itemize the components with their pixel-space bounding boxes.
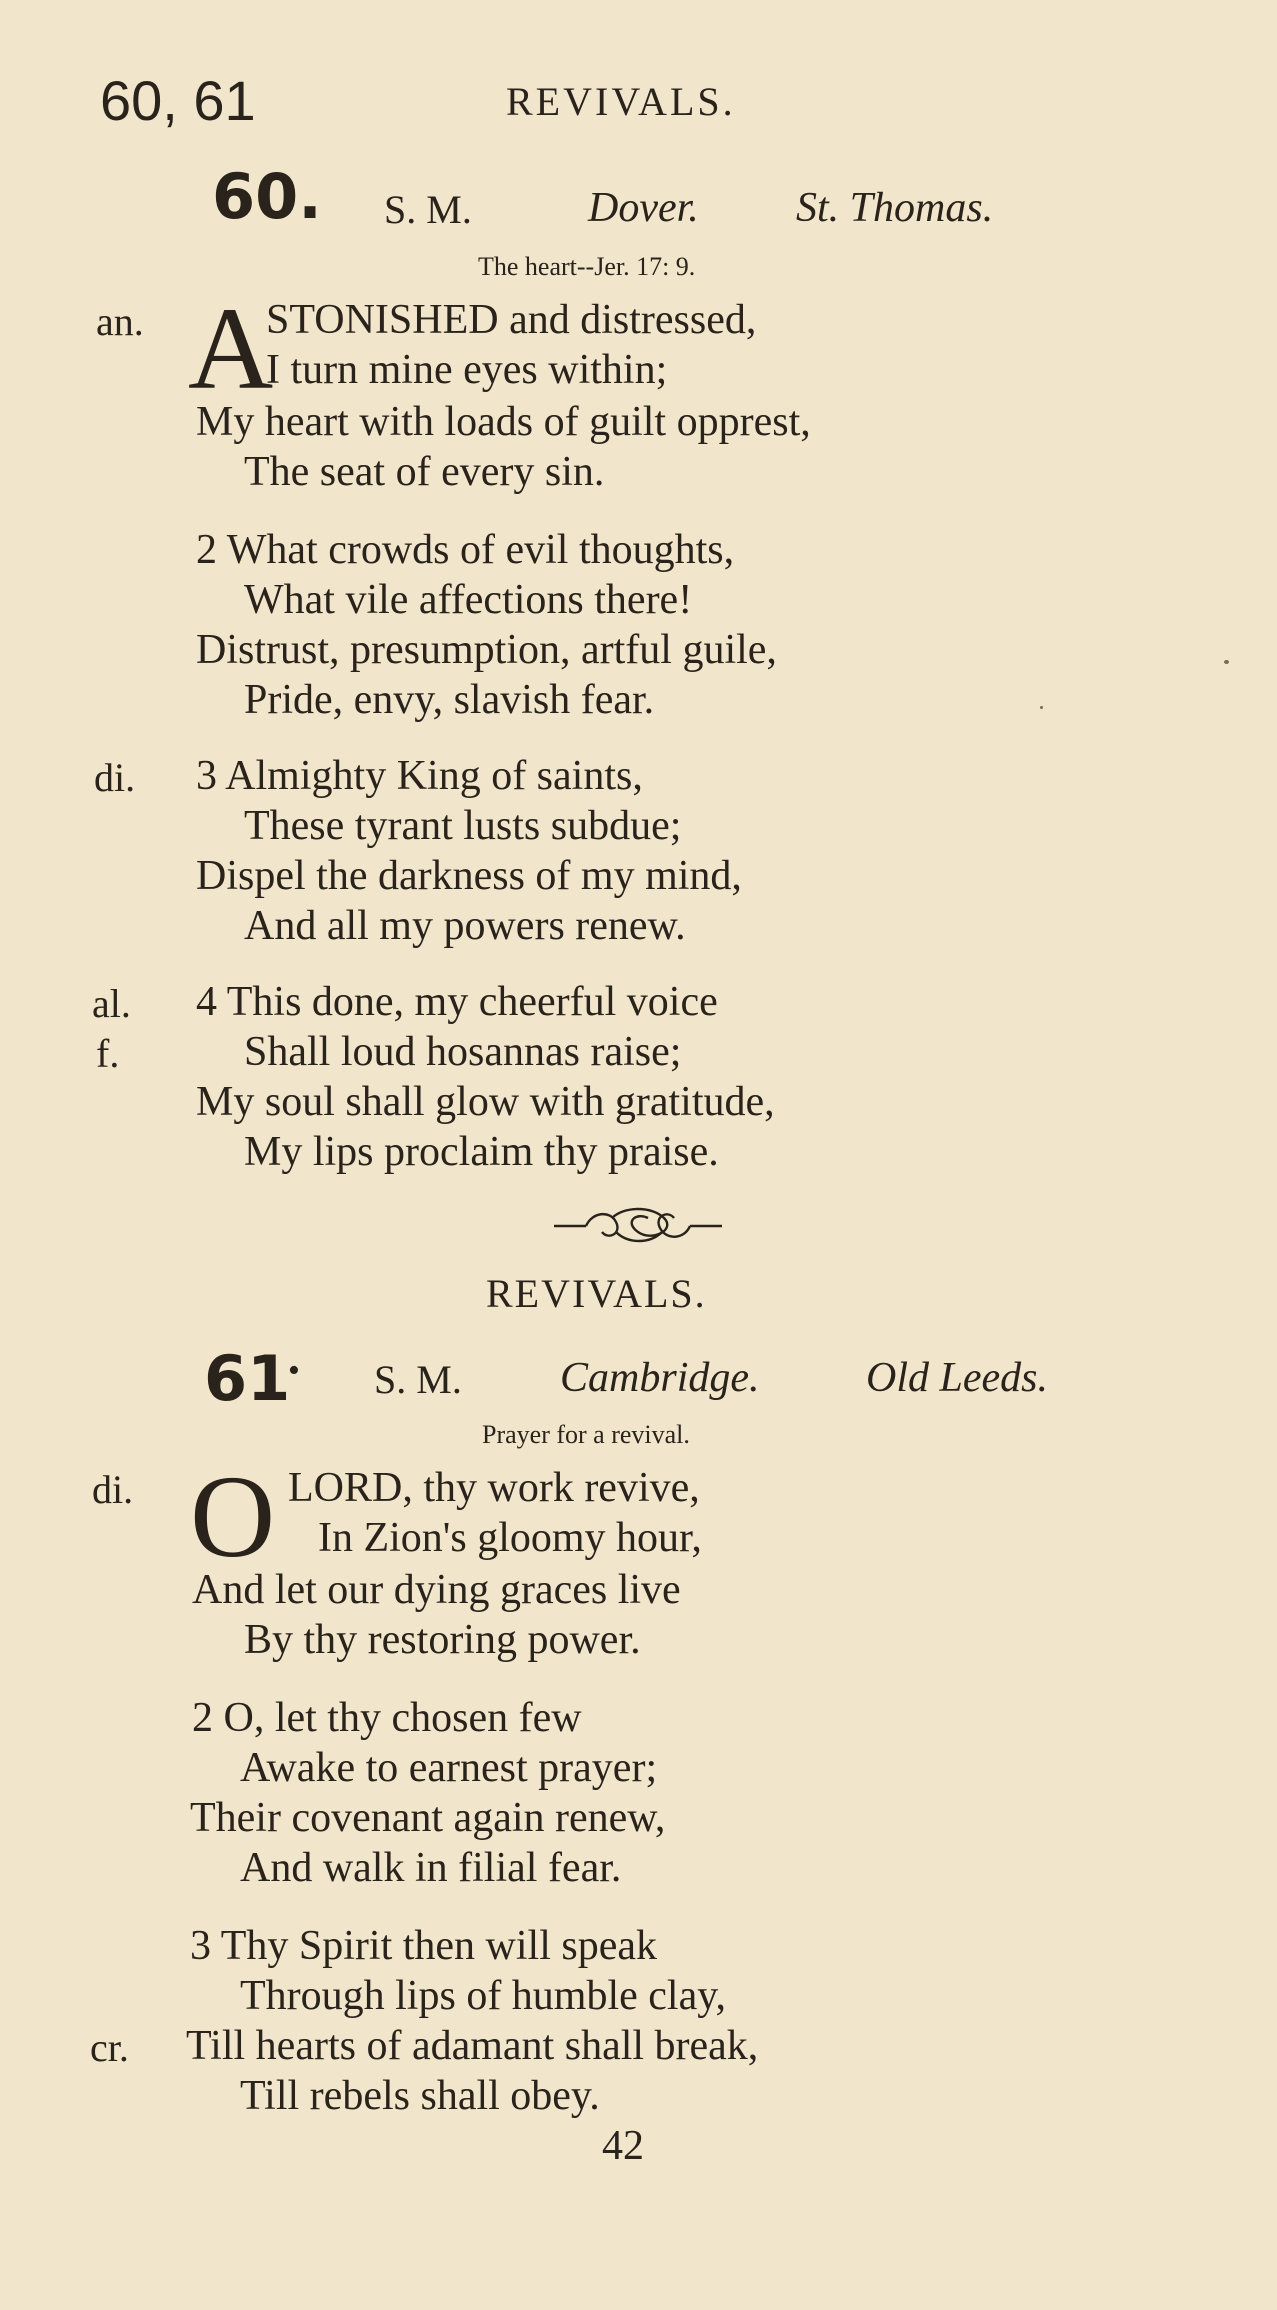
hymn-60-meter: S. M. <box>384 187 472 232</box>
expression-mark: an. <box>96 299 144 344</box>
expression-mark: di. <box>94 755 136 800</box>
paper-speck <box>1224 660 1229 664</box>
hymn-line: 3 Almighty King of saints, <box>196 753 643 799</box>
hymn-line: 2 What crowds of evil thoughts, <box>196 527 735 573</box>
hymn-line: My soul shall glow with gratitude, <box>196 1079 775 1125</box>
hymn-line: And all my powers renew. <box>244 903 686 949</box>
hymn-line: Through lips of humble clay, <box>240 1973 727 2019</box>
section-title: REVIVALS. <box>486 1271 707 1316</box>
hymn-line: Their covenant again renew, <box>190 1795 666 1841</box>
hymn-line: 2 O, let thy chosen few <box>192 1695 582 1741</box>
hymn-line: In Zion's gloomy hour, <box>318 1515 702 1561</box>
hymn-line: STONISHED and distressed, <box>266 297 757 343</box>
hymn-60-tune-1: Dover. <box>588 185 699 231</box>
hymn-line: 4 This done, my cheerful voice <box>196 979 718 1025</box>
paper-speck <box>1040 706 1043 709</box>
hymn-61-tune-1: Cambridge. <box>560 1355 760 1401</box>
hymn-line: Distrust, presumption, artful guile, <box>196 627 777 673</box>
hymn-61-tune-2: Old Leeds. <box>866 1355 1048 1401</box>
hymn-line: And walk in filial fear. <box>240 1845 622 1891</box>
expression-mark: di. <box>92 1467 134 1512</box>
bullet: • <box>288 1352 300 1389</box>
expression-mark: f. <box>96 1031 120 1076</box>
hymn-line: Dispel the darkness of my mind, <box>196 853 742 899</box>
hymn-line: I turn mine eyes within; <box>266 347 668 393</box>
hymn-line: And let our dying graces live <box>192 1567 681 1613</box>
hymn-line: LORD, thy work revive, <box>288 1465 700 1511</box>
hymn-line: 3 Thy Spirit then will speak <box>190 1923 658 1969</box>
hymn-line: These tyrant lusts subdue; <box>244 803 682 849</box>
hymn-line: My heart with loads of guilt opprest, <box>196 399 811 445</box>
running-head-title: REVIVALS. <box>506 79 736 124</box>
hymn-line: By thy restoring power. <box>244 1617 641 1663</box>
running-head-page-numbers: 60, 61 <box>100 69 256 132</box>
ornament-divider-icon <box>552 1204 724 1246</box>
hymn-line: Awake to earnest prayer; <box>240 1745 658 1791</box>
drop-cap: O <box>190 1451 276 1582</box>
hymn-line: Shall loud hosannas raise; <box>244 1029 682 1075</box>
hymn-line: Till rebels shall obey. <box>240 2073 600 2119</box>
expression-mark: cr. <box>90 2025 129 2070</box>
page-number: 42 <box>602 2123 644 2169</box>
expression-mark: al. <box>92 981 131 1026</box>
hymn-line: My lips proclaim thy praise. <box>244 1129 719 1175</box>
hymn-61-number: 61 <box>204 1342 291 1415</box>
hymn-60-tune-2: St. Thomas. <box>796 185 994 231</box>
hymn-61-meter: S. M. <box>374 1357 462 1402</box>
hymn-60-number: 60. <box>212 160 322 233</box>
hymn-61-scripture: Prayer for a revival. <box>482 1420 690 1449</box>
drop-cap: A <box>188 283 274 414</box>
hymn-line: Till hearts of adamant shall break, <box>186 2023 759 2069</box>
hymn-line: Pride, envy, slavish fear. <box>244 677 655 723</box>
hymn-60-scripture: The heart--Jer. 17: 9. <box>478 252 696 281</box>
hymn-line: The seat of every sin. <box>244 449 605 495</box>
hymn-line: What vile affections there! <box>244 577 693 623</box>
